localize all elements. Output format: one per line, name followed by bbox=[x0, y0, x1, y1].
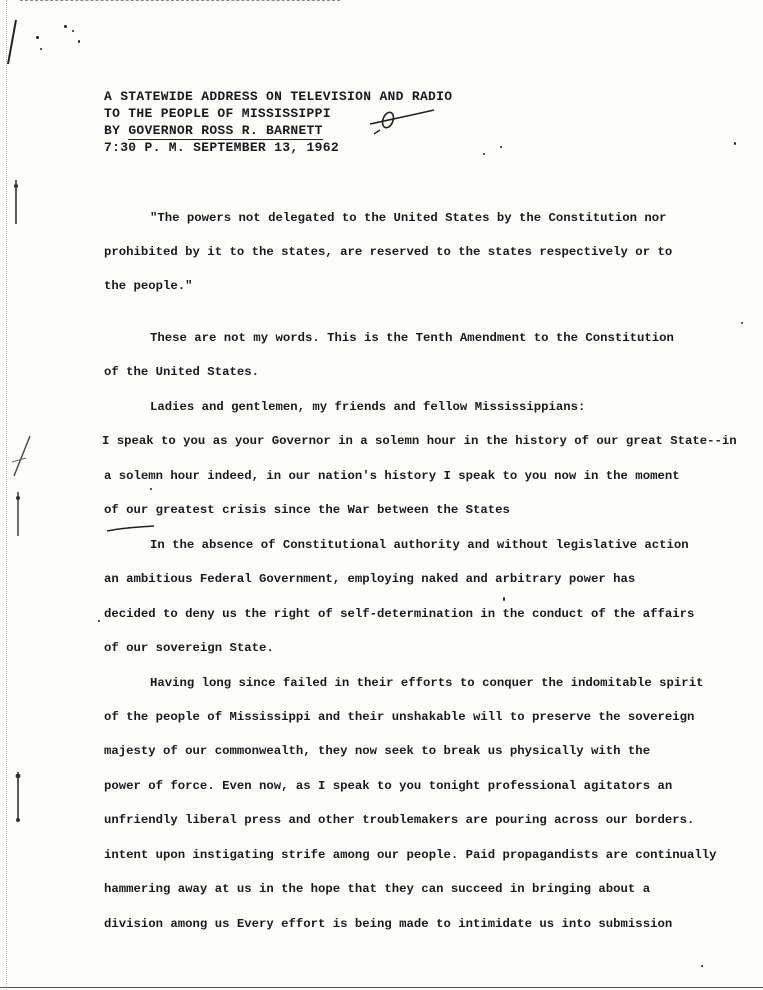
speck bbox=[734, 142, 736, 145]
body-line: a solemn hour indeed, in our nation's history I speak to you now in the moment bbox=[104, 469, 680, 483]
body-line: of our greatest crisis since the War between the States bbox=[104, 503, 510, 517]
speck bbox=[36, 36, 39, 39]
body-line: I speak to you as your Governor in a solemn hour in the history of our great State--in bbox=[102, 434, 737, 448]
body-line: "The powers not delegated to the United States by the Constitution nor bbox=[150, 211, 667, 225]
heading-line-1: A STATEWIDE ADDRESS ON TELEVISION AND RADIO bbox=[104, 89, 453, 104]
binder-mark bbox=[6, 432, 34, 480]
body-line: Ladies and gentlemen, my friends and fellow Mississippians: bbox=[150, 400, 586, 414]
governor-name: GOVERNOR ROSS R. BARNETT bbox=[128, 123, 323, 138]
pen-underline bbox=[106, 525, 156, 533]
body-line: the people." bbox=[104, 279, 193, 293]
speck bbox=[98, 620, 100, 622]
top-scan-border bbox=[20, 0, 340, 1]
body-line: Having long since failed in their efforts to conquer the indomitable spirit bbox=[150, 676, 704, 690]
body-line: power of force. Even now, as I speak to you tonight professional agitators an bbox=[104, 779, 673, 793]
handwritten-mark bbox=[368, 106, 438, 136]
body-line: prohibited by it to the states, are reserved to the states respectively or to bbox=[104, 245, 673, 259]
binder-mark bbox=[8, 178, 24, 228]
body-line: division among us Every effort is being made to intimidate us into submission bbox=[104, 917, 673, 931]
body-line: intent upon instigating strife among our people. Paid propagandists are continually bbox=[104, 848, 717, 862]
speck bbox=[741, 322, 743, 324]
speck bbox=[78, 40, 80, 43]
body-line: hammering away at us in the hope that they can succeed in bringing about a bbox=[104, 882, 651, 896]
body-line: of the United States. bbox=[104, 365, 259, 379]
speck bbox=[503, 597, 505, 601]
body-line: majesty of our commonwealth, they now seek to break us physically with the bbox=[104, 744, 651, 758]
pen-mark-top-left bbox=[2, 18, 26, 68]
speck bbox=[483, 153, 485, 155]
speck bbox=[40, 48, 42, 50]
speck bbox=[72, 30, 74, 32]
body-line: In the absence of Constitutional authority and without legislative action bbox=[150, 538, 689, 552]
binder-mark bbox=[10, 770, 26, 826]
body-line: unfriendly liberal press and other troublemakers are pouring across our borders. bbox=[104, 813, 695, 827]
heading-by: BY bbox=[104, 123, 129, 138]
speck bbox=[64, 25, 67, 28]
speck bbox=[701, 965, 703, 967]
heading-line-2: TO THE PEOPLE OF MISSISSIPPI bbox=[104, 106, 331, 121]
bottom-scan-border bbox=[0, 987, 763, 988]
body-line: an ambitious Federal Government, employing naked and arbitrary power has bbox=[104, 572, 636, 586]
body-line: of the people of Mississippi and their unshakable will to preserve the sovereign bbox=[104, 710, 695, 724]
body-line: These are not my words. This is the Tenth Amendment to the Constitution bbox=[150, 331, 674, 345]
left-scan-edge bbox=[6, 0, 7, 990]
binder-mark bbox=[10, 488, 26, 540]
heading-date-time: 7:30 P. M. SEPTEMBER 13, 1962 bbox=[104, 140, 339, 155]
body-line: of our sovereign State. bbox=[104, 641, 274, 655]
speck bbox=[500, 146, 502, 148]
speck bbox=[150, 488, 152, 490]
body-line: decided to deny us the right of self-determination in the conduct of the affairs bbox=[104, 607, 695, 621]
